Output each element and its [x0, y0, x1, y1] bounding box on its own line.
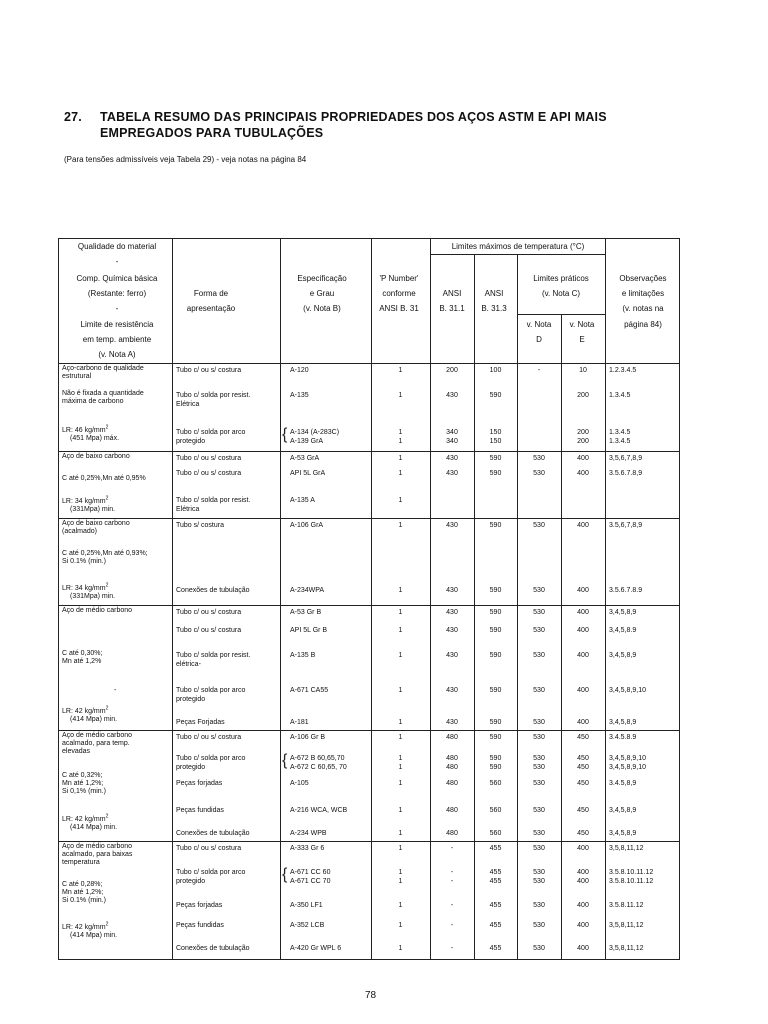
material-note: LR: 42 $kg/mm^2$: [62, 813, 109, 823]
material-note: Aço de baixo carbono: [62, 520, 130, 527]
cell-form: Tubo c/ solda por resist.: [176, 497, 251, 504]
material-note: Mn até 1,2%;: [62, 780, 104, 787]
cell-e: 400: [577, 587, 589, 594]
cell-obs: 3.4.5,8,9: [609, 780, 637, 787]
cell-a311: 430: [446, 719, 458, 726]
cell-obs: 3,5,6,7,8,9: [609, 455, 643, 462]
col-divider: [371, 238, 372, 960]
cell-p: 1: [398, 429, 403, 436]
cell-a313: 590: [489, 719, 502, 726]
brace-glyph: {: [282, 866, 288, 883]
cell-e: 10: [579, 367, 587, 374]
cell-spec: A-672 C 60,65, 70: [290, 764, 347, 771]
cell-p: 1: [398, 497, 403, 504]
cell-spec: A-672 B 60,65,70: [290, 755, 345, 762]
material-note: (451 Mpa) máx.: [70, 435, 120, 442]
cell-e: 400: [577, 945, 589, 952]
cell-spec: A-216 WCA, WCB: [290, 807, 348, 814]
col-divider: [280, 238, 281, 960]
cell-a313: 100: [489, 367, 502, 374]
col-divider: [172, 238, 173, 960]
material-note: C até 0,28%;: [62, 881, 103, 888]
cell-obs: 3,4,5,8,9,10: [609, 764, 646, 771]
group-divider: [58, 451, 680, 452]
header-spec-3: (v. Nota B): [303, 304, 341, 313]
cell-a311: 430: [446, 627, 458, 634]
cell-p: 1: [398, 392, 403, 399]
col-divider: [605, 238, 606, 960]
section-title: TABELA RESUMO DAS PRINCIPAIS PROPRIEDADES DOS AÇOS ASTM E API MAIS EMPREGADOS PARA TUBULAÇÕES: [100, 110, 607, 140]
header-form-1: Forma de: [193, 289, 229, 298]
cell-obs: 3,4,5,8.9: [609, 627, 637, 634]
cell-d: 530: [533, 830, 545, 837]
header-practical-1: Limites práticos: [533, 274, 589, 283]
cell-obs: 3,5,8,11,12: [609, 922, 644, 929]
cell-a311: 480: [446, 764, 458, 771]
properties-table: [58, 238, 680, 960]
cell-p: 1: [398, 755, 403, 762]
cell-e: 400: [577, 902, 589, 909]
cell-a313: 590: [489, 522, 502, 529]
cell-obs: 3.5.6.7.8,9: [609, 470, 643, 477]
cell-a313: 590: [489, 627, 502, 634]
header-balance-iron: (Restante: ferro): [87, 289, 147, 298]
header-pnumber-3: ANSI B. 31: [379, 304, 419, 313]
material-note: C até 0,25%,Mn até 0,95%: [62, 475, 146, 482]
cell-d: 530: [533, 755, 545, 762]
material-note: Mn até 1,2%;: [62, 889, 104, 896]
cell-e: 400: [577, 627, 589, 634]
page-number: 78: [365, 990, 377, 1001]
cell-spec: A-135 B: [290, 652, 316, 659]
cell-e: 450: [577, 780, 589, 787]
cell-spec: A-234 WPB: [290, 830, 327, 837]
cell-form: Tubo c/ ou s/ costura: [176, 627, 242, 634]
cell-d: 530: [533, 922, 545, 929]
cell-e: 400: [577, 687, 589, 694]
cell-e: 200: [577, 392, 589, 399]
material-note: estrutural: [62, 373, 92, 380]
header-material-quality: Qualidade do material: [77, 242, 157, 251]
material-note: temperatura: [62, 859, 100, 866]
cell-spec: A-53 Gr B: [290, 609, 322, 616]
cell-d: 530: [533, 455, 545, 462]
cell-obs: 3.5,6,7,8,9: [609, 522, 643, 529]
material-note: (414 Mpa) min.: [70, 824, 118, 831]
cell-e: 450: [577, 734, 589, 741]
cell-e: 400: [577, 719, 589, 726]
cell-a311: 480: [446, 780, 458, 787]
cell-spec: A-181: [290, 719, 309, 726]
material-note: Não é fixada a quantidade: [62, 390, 144, 397]
cell-spec: A-671 CC 60: [290, 869, 331, 876]
header-form-2: apresentação: [186, 304, 236, 313]
cell-a311: -: [450, 922, 454, 929]
cell-p: 1: [398, 807, 403, 814]
cell-obs: 3,4,5,8,9: [609, 807, 637, 814]
cell-d: 530: [533, 609, 545, 616]
cell-d: 530: [533, 719, 545, 726]
cell-obs: 3,4,5,8,9,10: [609, 687, 646, 694]
header-pnumber-2: conforme: [382, 289, 416, 298]
material-note: LR: 42 $kg/mm^2$: [62, 705, 109, 715]
cell-p: 1: [398, 455, 403, 462]
cell-a311: 430: [446, 470, 458, 477]
cell-form: Peças fundidas: [176, 807, 224, 814]
cell-p: 1: [398, 830, 403, 837]
cell-spec: API 5L GrA: [290, 470, 326, 477]
cell-a311: -: [450, 945, 454, 952]
cell-p: 1: [398, 719, 403, 726]
material-note: Aço de baixo carbono: [62, 453, 130, 460]
cell-d: 530: [533, 687, 545, 694]
cell-d: 530: [533, 845, 545, 852]
cell-spec: API 5L Gr B: [290, 627, 328, 634]
cell-a313: 455: [489, 845, 502, 852]
header-divider: [430, 254, 605, 255]
cell-obs: 3,4,5,8,9: [609, 719, 637, 726]
brace-glyph: {: [282, 752, 288, 769]
cell-d: -: [537, 367, 541, 374]
cell-spec: A-106 GrA: [290, 522, 324, 529]
cell-form: Tubo c/ solda por arco: [176, 429, 246, 436]
header-room-temp: em temp. ambiente: [82, 335, 152, 344]
cell-a313: 455: [489, 869, 502, 876]
cell-spec: A-234WPA: [290, 587, 325, 594]
brace-glyph: {: [282, 426, 288, 443]
cell-spec: A-135: [290, 392, 309, 399]
cell-p: 1: [398, 609, 403, 616]
cell-e: 400: [577, 652, 589, 659]
cell-form: Tubo s/ costura: [176, 522, 224, 529]
cell-spec: A-134 (A-283C): [290, 429, 340, 436]
cell-d: 530: [533, 627, 545, 634]
cell-obs: 3,5,8,11,12: [609, 845, 644, 852]
material-note: Si 0.1% (min.): [62, 897, 106, 904]
cell-form: Tubo c/ solda por arco: [176, 755, 246, 762]
header-obs-1: Observações: [619, 274, 667, 283]
cell-obs: 1.3.4.5: [609, 429, 631, 436]
cell-spec: A-671 CA55: [290, 687, 329, 694]
cell-form: protegido: [176, 696, 206, 703]
header-obs-3: (v. notas na: [622, 304, 664, 313]
cell-a313: 590: [489, 455, 502, 462]
cell-obs: 3.5.6.7.8.9: [609, 587, 643, 594]
cell-a311: 480: [446, 734, 458, 741]
header-tensile-limit: Limite de resistência: [80, 320, 154, 329]
cell-a311: 430: [446, 587, 458, 594]
material-note: acalmado, para baixas: [62, 851, 133, 858]
cell-a311: 340: [446, 429, 458, 436]
cell-spec: A-350 LF1: [290, 902, 323, 909]
material-note: elevadas: [62, 748, 91, 755]
cell-p: 1: [398, 845, 403, 852]
cell-a313: 560: [489, 830, 502, 837]
cell-obs: 3,4,5,8,9: [609, 652, 637, 659]
cell-d: 530: [533, 869, 545, 876]
cell-spec: A-333 Gr 6: [290, 845, 325, 852]
cell-form: Peças forjadas: [176, 902, 223, 909]
material-note: LR: 34 $kg/mm^2$: [62, 582, 109, 592]
cell-p: 1: [398, 522, 403, 529]
cell-p: 1: [398, 470, 403, 477]
cell-obs: 3,4,5,8,9: [609, 609, 637, 616]
cell-a313: 560: [489, 780, 502, 787]
cell-e: 450: [577, 764, 589, 771]
header-note-d-1: v. Nota: [526, 320, 552, 329]
cell-form: Tubo c/ solda por resist.: [176, 392, 251, 399]
cell-p: 1: [398, 367, 403, 374]
cell-spec: A-106 Gr B: [290, 734, 326, 741]
cell-d: 530: [533, 587, 545, 594]
cell-form: Tubo c/ ou s/ costura: [176, 609, 242, 616]
cell-spec: A-671 CC 70: [290, 878, 331, 885]
cell-form: Tubo c/ solda por arco: [176, 869, 246, 876]
cell-e: 450: [577, 807, 589, 814]
cell-a313: 455: [489, 902, 502, 909]
cell-form: Tubo c/ ou s/ costura: [176, 845, 242, 852]
cell-a313: 455: [489, 878, 502, 885]
cell-form: Tubo c/ solda por resist.: [176, 652, 251, 659]
material-note: Aço de médio carbono: [62, 607, 133, 614]
cell-a313: 590: [489, 764, 502, 771]
cell-form: Elétrica: [176, 401, 200, 408]
cell-a313: 590: [489, 392, 502, 399]
cell-form: protegido: [176, 438, 206, 445]
header-note-e-2: E: [579, 335, 585, 344]
group-divider: [58, 605, 680, 606]
cell-form: Conexões de tubulação: [176, 587, 250, 594]
group-divider: [58, 730, 680, 731]
cell-e: 400: [577, 609, 589, 616]
header-chem-comp: Comp. Química básica: [76, 274, 158, 283]
cell-e: 450: [577, 755, 589, 762]
cell-obs: 3.5.8.10.11.12: [609, 878, 654, 885]
cell-a311: 480: [446, 807, 458, 814]
header-practical-2: (v. Nota C): [541, 289, 581, 298]
cell-spec: A-105: [290, 780, 309, 787]
cell-a311: 430: [446, 609, 458, 616]
cell-a313: 590: [489, 687, 502, 694]
cell-a313: 455: [489, 922, 502, 929]
cell-a311: 340: [446, 438, 458, 445]
cell-p: 1: [398, 922, 403, 929]
cell-a311: -: [450, 869, 454, 876]
cell-obs: 1.2.3.4.5: [609, 367, 637, 374]
cell-form: elétrica-: [176, 661, 201, 668]
cell-e: 200: [577, 429, 589, 436]
material-note: Aço de médio carbono: [62, 843, 133, 850]
cell-form: Tubo c/ ou s/ costura: [176, 367, 242, 374]
material-note: (414 Mpa) min.: [70, 716, 118, 723]
cell-p: 1: [398, 764, 403, 771]
cell-form: Peças Forjadas: [176, 719, 225, 726]
cell-e: 400: [577, 845, 589, 852]
cell-obs: 3.4.5.8.9: [609, 734, 637, 741]
cell-a311: 480: [446, 755, 458, 762]
cell-obs: 3,5,8,11,12: [609, 945, 644, 952]
col-divider: [474, 254, 475, 960]
cell-a311: 430: [446, 652, 458, 659]
cell-p: 1: [398, 438, 403, 445]
cell-a311: 200: [446, 367, 458, 374]
cell-spec: A-120: [290, 367, 309, 374]
cell-obs: 3,4,5,8,9: [609, 830, 637, 837]
header-note-a: (v. Nota A): [98, 350, 136, 359]
cell-d: 530: [533, 652, 545, 659]
material-note: -: [114, 687, 117, 694]
cell-obs: 1.3.4.5: [609, 438, 631, 445]
material-note: Aço de médio carbono: [62, 732, 133, 739]
cell-a313: 150: [489, 429, 502, 436]
header-obs-2: e limitações: [621, 289, 665, 298]
material-note: Si 0.1% (min.): [62, 558, 106, 565]
cell-form: protegido: [176, 878, 206, 885]
cell-a311: 430: [446, 392, 458, 399]
cell-e: 400: [577, 522, 589, 529]
cell-e: 400: [577, 455, 589, 462]
cell-a313: 560: [489, 807, 502, 814]
cell-obs: 1.3.4.5: [609, 392, 631, 399]
material-note: (331Mpa) min.: [70, 506, 116, 513]
cell-a313: 590: [489, 609, 502, 616]
cell-d: 530: [533, 780, 545, 787]
cell-d: 530: [533, 764, 545, 771]
cell-form: Peças fundidas: [176, 922, 224, 929]
material-note: C até 0,32%;: [62, 772, 103, 779]
cell-e: 450: [577, 830, 589, 837]
cell-a311: 430: [446, 522, 458, 529]
col-divider: [430, 238, 431, 960]
cell-form: Conexões de tubulação: [176, 830, 250, 837]
cell-e: 400: [577, 869, 589, 876]
material-note: LR: 42 $kg/mm^2$: [62, 921, 109, 931]
material-note: LR: 46 $kg/mm^2$: [62, 424, 109, 434]
cell-form: Peças forjadas: [176, 780, 223, 787]
header-pnumber-1: 'P Number': [379, 274, 419, 283]
cell-a313: 590: [489, 755, 502, 762]
cell-d: 530: [533, 807, 545, 814]
cell-d: 530: [533, 945, 545, 952]
header-ansi311-2: B. 31.1: [439, 304, 465, 313]
header-dash-2: -: [115, 304, 119, 313]
header-divider: [517, 314, 605, 315]
material-note: Aço-carbono de qualidade: [62, 365, 144, 372]
header-note-e-1: v. Nota: [569, 320, 595, 329]
header-spec-2: e Grau: [309, 289, 335, 298]
header-dash: -: [115, 257, 119, 266]
cell-e: 400: [577, 470, 589, 477]
cell-spec: A-135 A: [290, 497, 315, 504]
group-divider: [58, 518, 680, 519]
cell-p: 1: [398, 627, 403, 634]
cell-spec: A-139 GrA: [290, 438, 324, 445]
cell-p: 1: [398, 587, 403, 594]
cell-d: 530: [533, 734, 545, 741]
cell-a313: 590: [489, 470, 502, 477]
header-bottom-line: [58, 363, 680, 364]
cell-p: 1: [398, 687, 403, 694]
cell-form: Tubo c/ ou s/ costura: [176, 455, 242, 462]
cell-a311: 430: [446, 687, 458, 694]
cell-form: Elétrica: [176, 506, 200, 513]
cell-p: 1: [398, 945, 403, 952]
col-divider: [517, 254, 518, 960]
col-divider: [561, 314, 562, 960]
cell-e: 400: [577, 922, 589, 929]
cell-p: 1: [398, 780, 403, 787]
cell-d: 530: [533, 470, 545, 477]
material-note: máxima de carbono: [62, 398, 124, 405]
cell-a313: 590: [489, 587, 502, 594]
material-note: Mn até 1,2%: [62, 658, 102, 665]
cell-obs: 3,4,5,8,9,10: [609, 755, 646, 762]
cell-a311: -: [450, 845, 454, 852]
material-note: acalmado, para temp.: [62, 740, 130, 747]
cell-form: Tubo c/ solda por arco: [176, 687, 246, 694]
cell-form: Tubo c/ ou s/ costura: [176, 734, 242, 741]
cell-a311: 430: [446, 455, 458, 462]
cell-e: 400: [577, 878, 589, 885]
cell-a313: 590: [489, 652, 502, 659]
header-ansi311-1: ANSI: [442, 289, 462, 298]
cell-p: 1: [398, 878, 403, 885]
material-note: LR: 34 $kg/mm^2$: [62, 495, 109, 505]
group-divider: [58, 841, 680, 842]
cell-p: 1: [398, 902, 403, 909]
cell-p: 1: [398, 652, 403, 659]
cell-obs: 3.5.8.11.12: [609, 902, 644, 909]
material-note: C até 0,25%,Mn até 0,93%;: [62, 550, 148, 557]
cell-d: 530: [533, 522, 545, 529]
cell-obs: 3.5.8.10.11.12: [609, 869, 654, 876]
cell-a313: 590: [489, 734, 502, 741]
cell-d: 530: [533, 902, 545, 909]
material-note: (414 Mpa) min.: [70, 932, 118, 939]
material-note: Si 0,1% (min.): [62, 788, 106, 795]
header-temperature-group: Limites máximos de temperatura (°C): [451, 242, 585, 251]
cell-a311: -: [450, 878, 454, 885]
cell-form: Conexões de tubulação: [176, 945, 250, 952]
subtitle: (Para tensões admissíveis veja Tabela 29) - veja notas na página 84: [64, 155, 307, 164]
header-ansi313-2: B. 31.3: [481, 304, 507, 313]
material-note: (acalmado): [62, 528, 98, 535]
cell-form: protegido: [176, 764, 206, 771]
cell-spec: A-53 GrA: [290, 455, 320, 462]
material-note: C até 0,30%;: [62, 650, 103, 657]
header-note-d-2: D: [536, 335, 542, 344]
material-note: (331Mpa) min.: [70, 593, 116, 600]
cell-a313: 150: [489, 438, 502, 445]
header-obs-4: página 84): [624, 320, 662, 329]
cell-p: 1: [398, 869, 403, 876]
cell-spec: A-420 Gr WPL 6: [290, 945, 342, 952]
cell-a311: 480: [446, 830, 458, 837]
cell-p: 1: [398, 734, 403, 741]
cell-e: 200: [577, 438, 589, 445]
cell-a313: 455: [489, 945, 502, 952]
header-spec-1: Especificação: [297, 274, 347, 283]
cell-d: 530: [533, 878, 545, 885]
header-ansi313-1: ANSI: [484, 289, 504, 298]
cell-a311: -: [450, 902, 454, 909]
cell-spec: A-352 LCB: [290, 922, 325, 929]
section-number: 27.: [64, 110, 82, 124]
cell-form: Tubo c/ ou s/ costura: [176, 470, 242, 477]
